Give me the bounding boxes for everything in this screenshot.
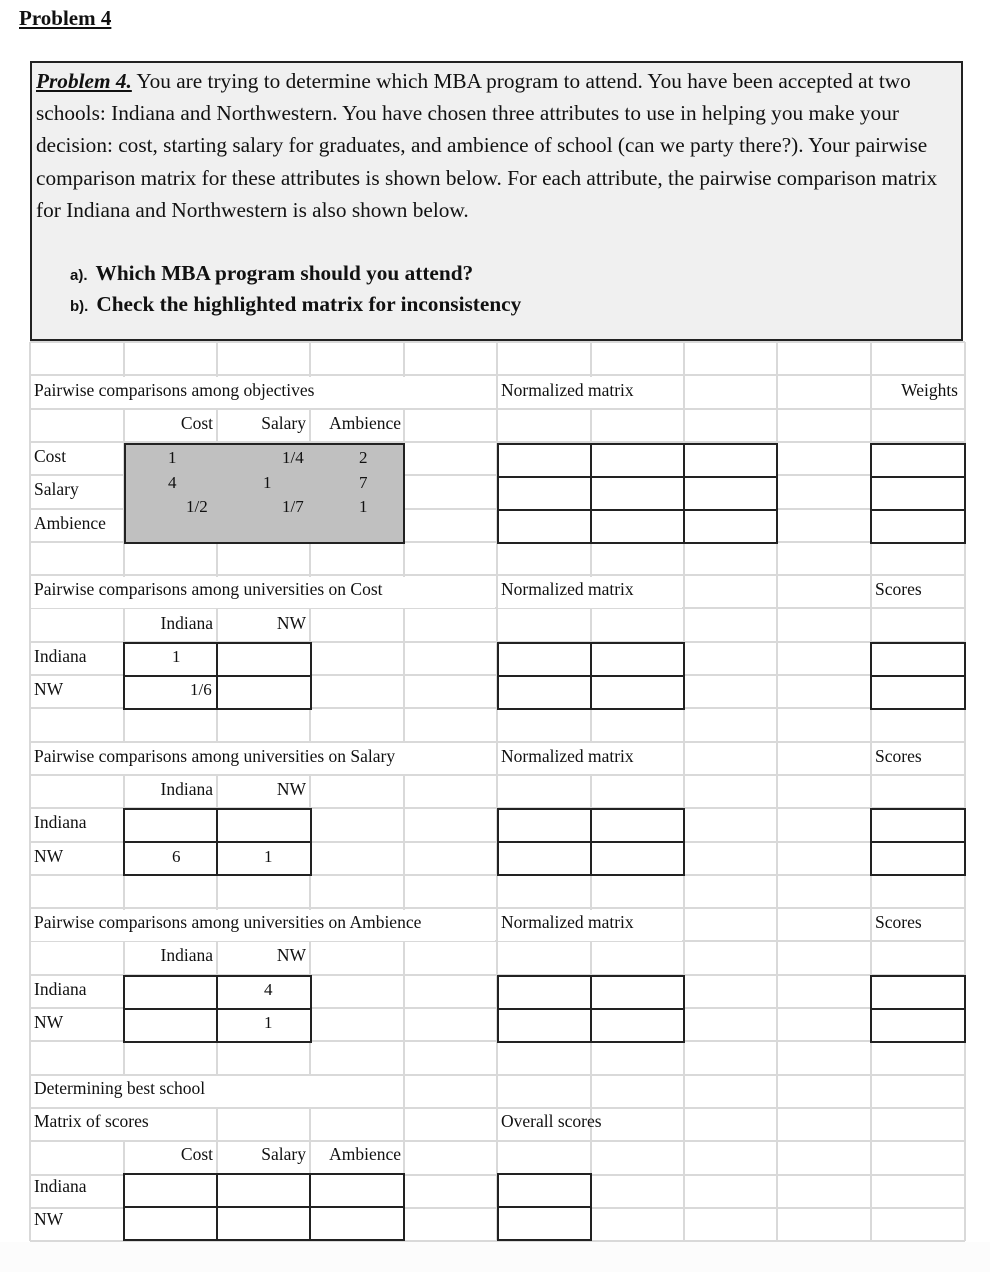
question-b-text: Check the highlighted matrix for inconsistency: [96, 292, 522, 316]
salary-title: Pairwise comparisons among universities on Salary: [34, 746, 396, 766]
ambience-norm-cell[interactable]: [590, 1008, 685, 1043]
obj-norm-cell[interactable]: [683, 509, 778, 544]
cost-norm-cell[interactable]: [590, 675, 685, 710]
cost-cell-nw-nw[interactable]: [216, 675, 312, 710]
cost-norm-cell[interactable]: [497, 642, 592, 677]
salary-value-nw-nw: 1: [264, 847, 273, 866]
best-cell[interactable]: [309, 1206, 405, 1241]
objectives-normalized-label: Normalized matrix: [501, 380, 634, 400]
ambience-score-cell[interactable]: [870, 1008, 966, 1043]
ambience-row-nw: NW: [34, 1012, 64, 1032]
objectives-title: Pairwise comparisons among objectives: [34, 380, 315, 400]
cost-score-cell[interactable]: [870, 642, 966, 677]
obj-cell-salary-salary[interactable]: 1: [263, 473, 272, 492]
cost-score-cell[interactable]: [870, 675, 966, 710]
problem-statement-box: [30, 61, 963, 341]
cost-norm-cell[interactable]: [590, 642, 685, 677]
problem-lead: Problem 4.: [36, 69, 132, 93]
cost-col-nw: NW: [276, 613, 306, 633]
cost-value-nw-indiana: 1/6: [190, 680, 212, 699]
salary-norm-cell[interactable]: [497, 808, 592, 843]
obj-weight-cell[interactable]: [870, 476, 966, 511]
obj-norm-cell[interactable]: [683, 476, 778, 511]
best-row-indiana: Indiana: [34, 1176, 87, 1196]
cost-row-indiana: Indiana: [34, 646, 87, 666]
obj-cell-cost-salary[interactable]: 1/4: [282, 448, 304, 467]
obj-norm-cell[interactable]: [590, 443, 685, 478]
best-title: Determining best school: [34, 1078, 206, 1098]
best-cell[interactable]: [309, 1173, 405, 1208]
overall-scores-label: Overall scores: [501, 1111, 602, 1131]
obj-norm-cell[interactable]: [590, 509, 685, 544]
best-col-cost: Cost: [180, 1144, 213, 1164]
objectives-row-cost: Cost: [34, 446, 67, 466]
salary-col-nw: NW: [276, 779, 306, 799]
ambience-col-indiana: Indiana: [160, 945, 213, 965]
obj-cell-salary-ambience[interactable]: 7: [359, 473, 368, 492]
ambience-norm-cell[interactable]: [497, 1008, 592, 1043]
obj-cell-cost-cost[interactable]: 1: [168, 448, 177, 467]
obj-weight-cell[interactable]: [870, 509, 966, 544]
salary-norm-cell[interactable]: [590, 808, 685, 843]
salary-norm-cell[interactable]: [590, 841, 685, 876]
question-a: [70, 261, 473, 286]
salary-value-nw-indiana: 6: [172, 847, 181, 866]
obj-norm-cell[interactable]: [497, 476, 592, 511]
cost-cell-indiana-indiana[interactable]: [123, 642, 219, 677]
cost-cell-indiana-nw[interactable]: [216, 642, 312, 677]
obj-cell-cost-ambience[interactable]: 2: [359, 448, 368, 467]
objectives-weights-label: Weights: [901, 380, 958, 400]
obj-norm-cell[interactable]: [497, 509, 592, 544]
ambience-value-nw-nw: 1: [264, 1013, 273, 1032]
cost-scores-label: Scores: [875, 579, 922, 599]
cost-row-nw: NW: [34, 679, 64, 699]
ambience-row-indiana: Indiana: [34, 979, 87, 999]
ambience-cell-nw-indiana[interactable]: [123, 1008, 219, 1043]
question-a-text: Which MBA program should you attend?: [95, 261, 474, 285]
salary-cell-nw-indiana[interactable]: [123, 841, 219, 876]
obj-norm-cell[interactable]: [683, 443, 778, 478]
salary-row-nw: NW: [34, 846, 64, 866]
objectives-row-salary: Salary: [34, 479, 79, 499]
obj-cell-ambience-salary[interactable]: 1/7: [282, 497, 304, 516]
problem-text: [36, 65, 956, 226]
salary-score-cell[interactable]: [870, 841, 966, 876]
cost-value-indiana-indiana: 1: [172, 647, 181, 666]
ambience-score-cell[interactable]: [870, 975, 966, 1010]
best-cell[interactable]: [216, 1173, 312, 1208]
best-cell[interactable]: [123, 1206, 219, 1241]
question-b: [70, 292, 521, 317]
cost-normalized-label: Normalized matrix: [501, 579, 634, 599]
obj-norm-cell[interactable]: [497, 443, 592, 478]
salary-col-indiana: Indiana: [160, 779, 213, 799]
question-b-label: b).: [70, 298, 89, 315]
page-heading: Problem 4: [19, 6, 112, 30]
page-bottom-margin: [0, 1242, 990, 1272]
ambience-col-nw: NW: [276, 945, 306, 965]
cost-col-indiana: Indiana: [160, 613, 213, 633]
cost-title: Pairwise comparisons among universities on Cost: [34, 579, 383, 599]
objectives-col-ambience: Ambience: [329, 413, 401, 433]
ambience-scores-label: Scores: [875, 912, 922, 932]
best-subtitle: Matrix of scores: [34, 1111, 149, 1131]
overall-score-cell[interactable]: [497, 1206, 592, 1241]
obj-norm-cell[interactable]: [590, 476, 685, 511]
objectives-col-cost: Cost: [180, 413, 213, 433]
salary-norm-cell[interactable]: [497, 841, 592, 876]
ambience-value-indiana-nw: 4: [264, 980, 273, 999]
salary-scores-label: Scores: [875, 746, 922, 766]
overall-score-cell[interactable]: [497, 1173, 592, 1208]
best-col-ambience: Ambience: [329, 1144, 401, 1164]
ambience-norm-cell[interactable]: [590, 975, 685, 1010]
obj-cell-ambience-ambience[interactable]: 1: [359, 497, 368, 516]
question-a-label: a).: [70, 267, 88, 284]
obj-cell-salary-cost[interactable]: 4: [168, 473, 177, 492]
salary-row-indiana: Indiana: [34, 812, 87, 832]
objectives-row-ambience: Ambience: [34, 513, 106, 533]
best-cell[interactable]: [123, 1173, 219, 1208]
best-cell[interactable]: [216, 1206, 312, 1241]
ambience-cell-indiana-indiana[interactable]: [123, 975, 219, 1010]
ambience-title: Pairwise comparisons among universities on Ambience: [34, 912, 422, 932]
salary-normalized-label: Normalized matrix: [501, 746, 634, 766]
ambience-norm-cell[interactable]: [497, 975, 592, 1010]
obj-weight-cell[interactable]: [870, 443, 966, 478]
best-col-salary: Salary: [261, 1144, 306, 1164]
obj-cell-ambience-cost[interactable]: 1/2: [186, 497, 208, 516]
salary-cell-indiana-indiana[interactable]: [123, 808, 219, 843]
cost-norm-cell[interactable]: [497, 675, 592, 710]
problem-body: You are trying to determine which MBA program to attend. You have been accepted at two schools: Indiana and Northwestern. You have chosen three attributes to use in helping you make your decision: cost, starting salary for graduates, and ambience of school (can we party there?). Your pairwise comparison matrix for these attributes is shown below. For each attribute, the pairwise comparison matrix for Indiana and Northwestern is also shown below.: [36, 69, 938, 222]
ambience-normalized-label: Normalized matrix: [501, 912, 634, 932]
salary-cell-indiana-nw[interactable]: [216, 808, 312, 843]
objectives-col-salary: Salary: [261, 413, 306, 433]
salary-score-cell[interactable]: [870, 808, 966, 843]
best-row-nw: NW: [34, 1209, 64, 1229]
